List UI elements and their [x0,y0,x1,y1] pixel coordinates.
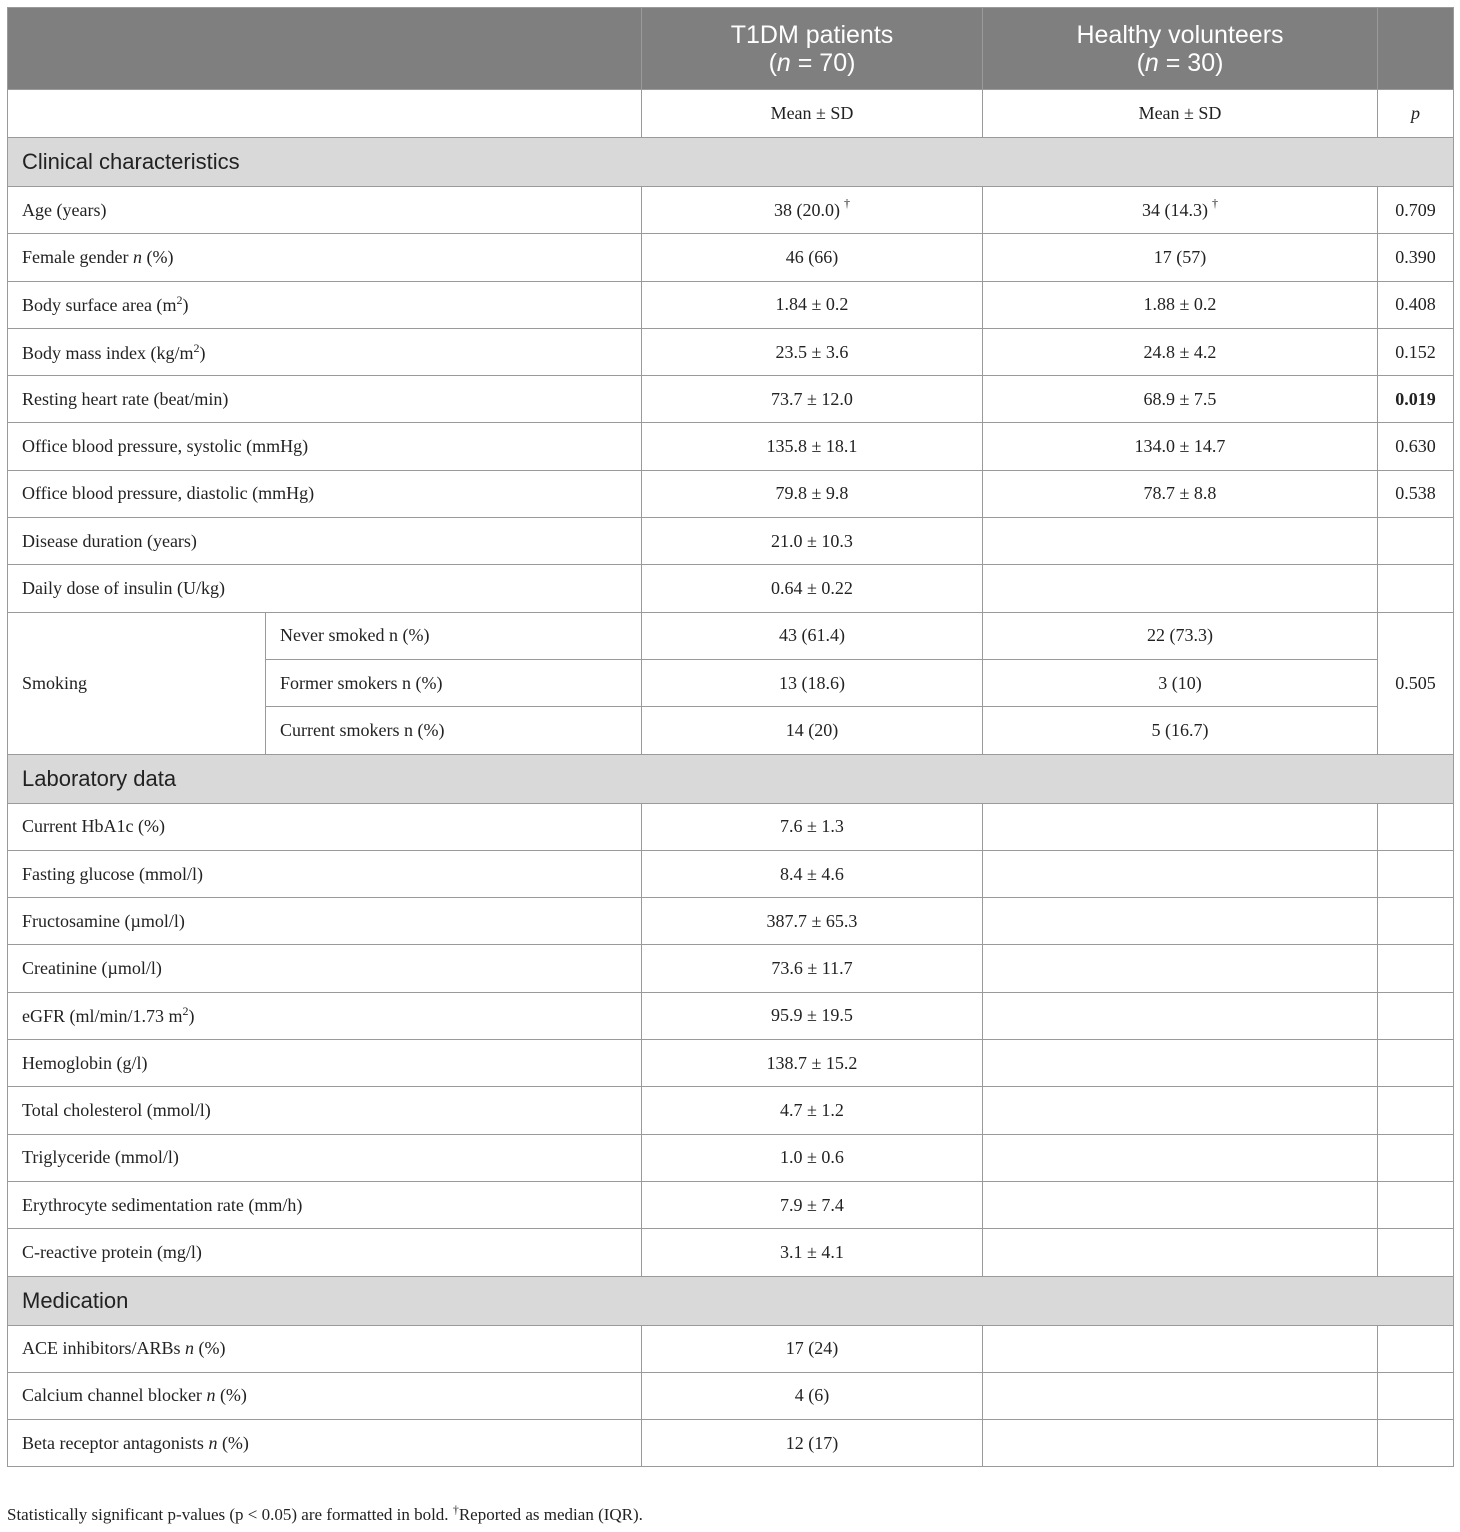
cell-t1dm: 21.0 ± 10.3 [642,518,983,565]
table-row [8,1087,1454,1134]
cell-p: 0.408 [1378,281,1454,328]
cell-t1dm: 1.0 ± 0.6 [642,1134,983,1181]
row-label: eGFR (ml/min/1.73 $m^2$) [8,992,642,1039]
cell-p: 0.152 [1378,328,1454,375]
table-row [8,328,1454,375]
cell-p [1378,1087,1454,1134]
cell-healthy [983,992,1378,1039]
table-row [8,803,1454,850]
table-row [8,992,1454,1039]
table-row [8,1229,1454,1276]
table-body [8,8,1454,1467]
cell-t1dm: 8.4 ± 4.6 [642,850,983,897]
row-label: Triglyceride (mmol/l) [8,1134,642,1181]
cell-healthy: 1.88 ± 0.2 [983,281,1378,328]
cell-t1dm: 17 (24) [642,1325,983,1372]
header-healthy-n: (n = 30) [1136,48,1224,77]
cell-healthy: 3 (10) [983,659,1378,706]
cell-healthy [983,1040,1378,1087]
header-healthy [983,8,1378,90]
row-label: ACE inhibitors/ARBs n (%) [8,1325,642,1372]
row-label: Female gender n (%) [8,234,642,281]
cell-healthy [983,945,1378,992]
table-row [8,898,1454,945]
row-label: Fasting glucose (mmol/l) [8,850,642,897]
row-label: Body surface area $(m^2)$ [8,281,642,328]
header-t1dm [642,8,983,90]
row-label: Hemoglobin (g/l) [8,1040,642,1087]
subheader-row [8,90,1454,138]
cell-healthy [983,1372,1378,1419]
footnote-text-2: Reported as median (IQR). [458,1505,643,1524]
cell-p: 0.505 [1378,612,1454,754]
table-row [8,376,1454,423]
cell-p [1378,565,1454,612]
cell-t1dm: 79.8 ± 9.8 [642,470,983,517]
dagger-mark: † [1212,195,1218,210]
cell-p: 0.630 [1378,423,1454,470]
row-label: Beta receptor antagonists n (%) [8,1420,642,1467]
cell-t1dm: 4 (6) [642,1372,983,1419]
cell-healthy: 17 (57) [983,234,1378,281]
row-label: Office blood pressure, systolic (mmHg) [8,423,642,470]
section-title: Clinical characteristics [8,138,1454,187]
section-row [8,138,1454,187]
row-label: Never smoked n (%) [266,612,642,659]
table-row [8,470,1454,517]
cell-p [1378,945,1454,992]
cell-t1dm: 138.7 ± 15.2 [642,1040,983,1087]
table-row [8,565,1454,612]
table-row [8,1372,1454,1419]
cell-healthy: 34 (14.3) † [983,187,1378,234]
table-row [8,1040,1454,1087]
cell-healthy [983,518,1378,565]
row-label: Creatinine (µmol/l) [8,945,642,992]
cell-p: 0.709 [1378,187,1454,234]
table-row [8,945,1454,992]
cell-healthy: 5 (16.7) [983,707,1378,754]
header-blank-p [1378,8,1454,90]
subheader-healthy-stat: Mean ± SD [983,90,1378,138]
table-row [8,187,1454,234]
footnote [7,1502,643,1525]
cell-t1dm: 43 (61.4) [642,612,983,659]
cell-t1dm: 73.6 ± 11.7 [642,945,983,992]
row-label: Body mass index $(kg/m^2)$ [8,328,642,375]
row-label: Calcium channel blocker n (%) [8,1372,642,1419]
section-title: Laboratory data [8,754,1454,803]
header-t1dm-n: (n = 70) [768,48,856,77]
dagger-mark: † [844,195,850,210]
header-healthy-name: Healthy volunteers [1076,20,1284,49]
cell-p [1378,518,1454,565]
subheader-p: p [1378,90,1454,138]
cell-healthy: 78.7 ± 8.8 [983,470,1378,517]
cell-healthy: 24.8 ± 4.2 [983,328,1378,375]
table-row [8,850,1454,897]
table-row [8,1325,1454,1372]
row-label: Fructosamine (µmol/l) [8,898,642,945]
row-label: Age (years) [8,187,642,234]
cell-p: 0.390 [1378,234,1454,281]
cell-p [1378,803,1454,850]
cell-p [1378,992,1454,1039]
table-row [8,518,1454,565]
cell-t1dm: 7.6 ± 1.3 [642,803,983,850]
smoking-label: Smoking [8,612,266,754]
table-row [8,1181,1454,1228]
cell-p: 0.538 [1378,470,1454,517]
footnote-dagger: † [452,1502,459,1517]
cell-p [1378,1325,1454,1372]
subheader-t1dm-stat: Mean ± SD [642,90,983,138]
cell-t1dm: 73.7 ± 12.0 [642,376,983,423]
row-label: Disease duration (years) [8,518,642,565]
row-label: Resting heart rate (beat/min) [8,376,642,423]
cell-healthy [983,565,1378,612]
cell-t1dm: 14 (20) [642,707,983,754]
cell-t1dm: 23.5 ± 3.6 [642,328,983,375]
cell-t1dm: 46 (66) [642,234,983,281]
table-row [8,281,1454,328]
table-row [8,1420,1454,1467]
cell-t1dm: 7.9 ± 7.4 [642,1181,983,1228]
cell-healthy: 68.9 ± 7.5 [983,376,1378,423]
cell-healthy [983,1420,1378,1467]
cell-healthy [983,803,1378,850]
cell-p [1378,1040,1454,1087]
cell-p [1378,1372,1454,1419]
cell-healthy [983,850,1378,897]
table-row [8,612,1454,659]
cell-t1dm: 135.8 ± 18.1 [642,423,983,470]
cell-t1dm: 12 (17) [642,1420,983,1467]
cell-p: 0.019 [1378,376,1454,423]
section-title: Medication [8,1276,1454,1325]
header-row [8,8,1454,90]
cell-healthy [983,1134,1378,1181]
footnote-text-1: Statistically significant p-values (p < 0.05) are formatted in bold. [7,1505,449,1524]
cell-healthy [983,1229,1378,1276]
cell-healthy: 22 (73.3) [983,612,1378,659]
cell-p [1378,850,1454,897]
cell-t1dm: 387.7 ± 65.3 [642,898,983,945]
row-label: Office blood pressure, diastolic (mmHg) [8,470,642,517]
cell-t1dm: 1.84 ± 0.2 [642,281,983,328]
header-t1dm-name: T1DM patients [730,20,894,49]
cell-p [1378,898,1454,945]
cell-t1dm: 95.9 ± 19.5 [642,992,983,1039]
cell-healthy: 134.0 ± 14.7 [983,423,1378,470]
table-row [8,234,1454,281]
table-row [8,1134,1454,1181]
cell-t1dm: 0.64 ± 0.22 [642,565,983,612]
header-blank-cell [8,8,642,90]
cell-t1dm: 13 (18.6) [642,659,983,706]
data-table [7,7,1454,1467]
cell-t1dm: 38 (20.0) † [642,187,983,234]
cell-healthy [983,1325,1378,1372]
cell-healthy [983,898,1378,945]
cell-p [1378,1181,1454,1228]
section-row [8,754,1454,803]
cell-t1dm: 3.1 ± 4.1 [642,1229,983,1276]
row-label: Former smokers n (%) [266,659,642,706]
row-label: C-reactive protein (mg/l) [8,1229,642,1276]
table-row [8,423,1454,470]
cell-p [1378,1420,1454,1467]
row-label: Current HbA1c (%) [8,803,642,850]
cell-p [1378,1229,1454,1276]
cell-healthy [983,1181,1378,1228]
row-label: Total cholesterol (mmol/l) [8,1087,642,1134]
subheader-blank [8,90,642,138]
cell-healthy [983,1087,1378,1134]
row-label: Daily dose of insulin (U/kg) [8,565,642,612]
row-label: Current smokers n (%) [266,707,642,754]
row-label: Erythrocyte sedimentation rate (mm/h) [8,1181,642,1228]
cell-t1dm: 4.7 ± 1.2 [642,1087,983,1134]
cell-p [1378,1134,1454,1181]
section-row [8,1276,1454,1325]
